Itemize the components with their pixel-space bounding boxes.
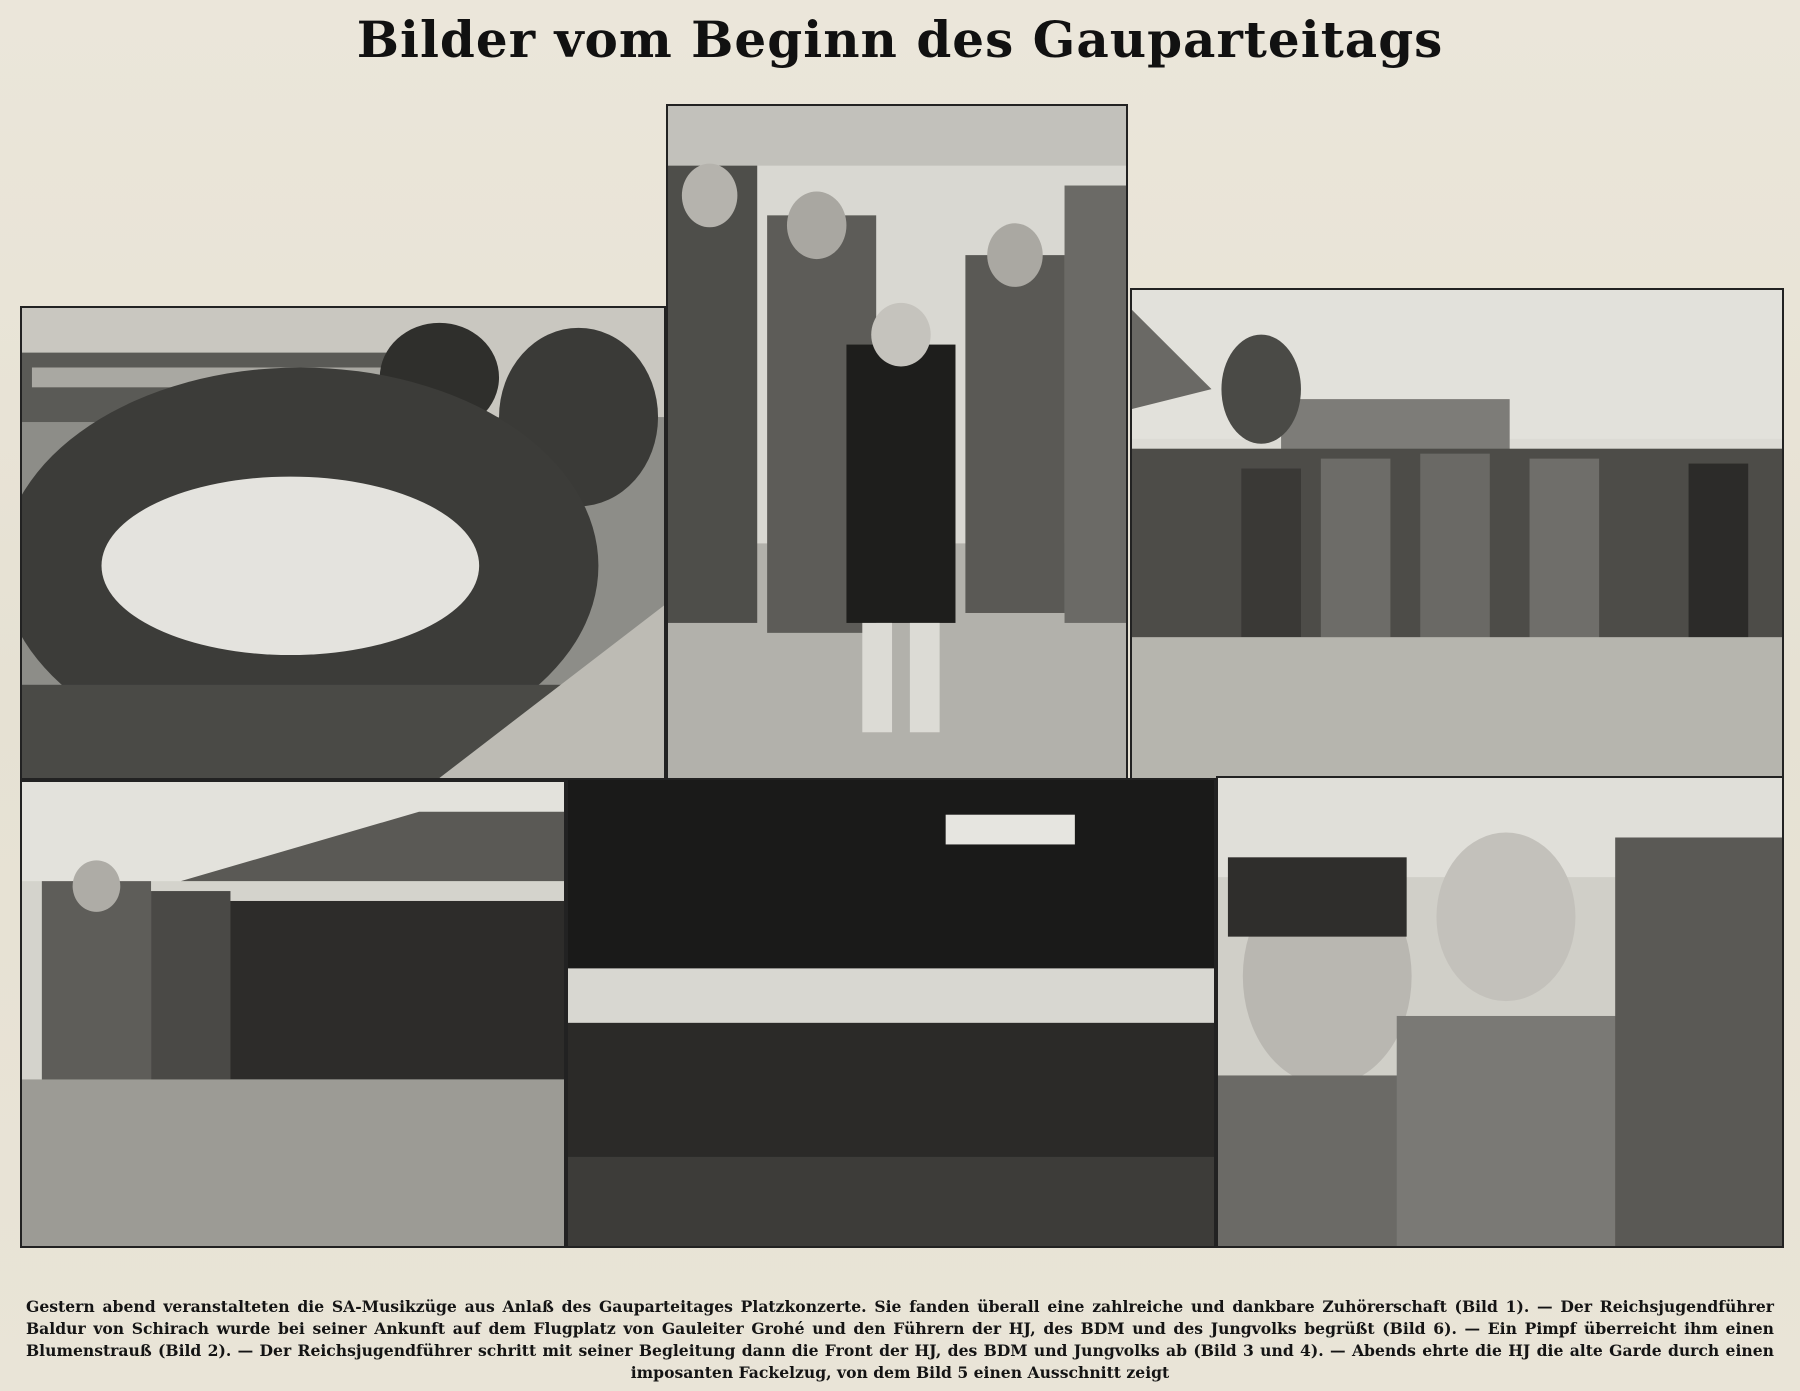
- photo-caption: Gestern abend veranstalteten die SA-Musikzüge aus Anlaß des Gauparteitages Platzkonzerte. Sie fanden überall eine zahlreiche und dankbare Zuhörerschaft (Bild 1). — Der Reichsjugendführer Baldur von Schirach wurde bei seiner Ankunft auf dem Flugplatz von Gauleiter Grohé und den Führern der HJ, des BDM und des Jungvolks begrüßt (Bild 6). — Ein Pimpf überreicht ihm einen Blumenstrauß (Bild 2). — Der Reichsjugendführer schritt mit seiner Begleitung dann die Front der HJ, des BDM und Jungvolks ab (Bild 3 und 4). — Abends ehrte die HJ die alte Garde durch einen imposanten Fackelzug, von dem Bild 5 einen Ausschnitt zeigt: [26, 1297, 1774, 1382]
- photo-torchlight-procession: [566, 778, 1216, 1248]
- photo-crowd-concert: [20, 306, 666, 780]
- headline: Bilder vom Beginn des Gauparteitags: [356, 10, 1444, 69]
- photo-greeting-at-airfield: [1216, 776, 1784, 1248]
- photo-inspection-front: [20, 780, 566, 1248]
- photo-walking-group: [1130, 288, 1784, 780]
- photo-bouquet-presentation: [666, 104, 1128, 780]
